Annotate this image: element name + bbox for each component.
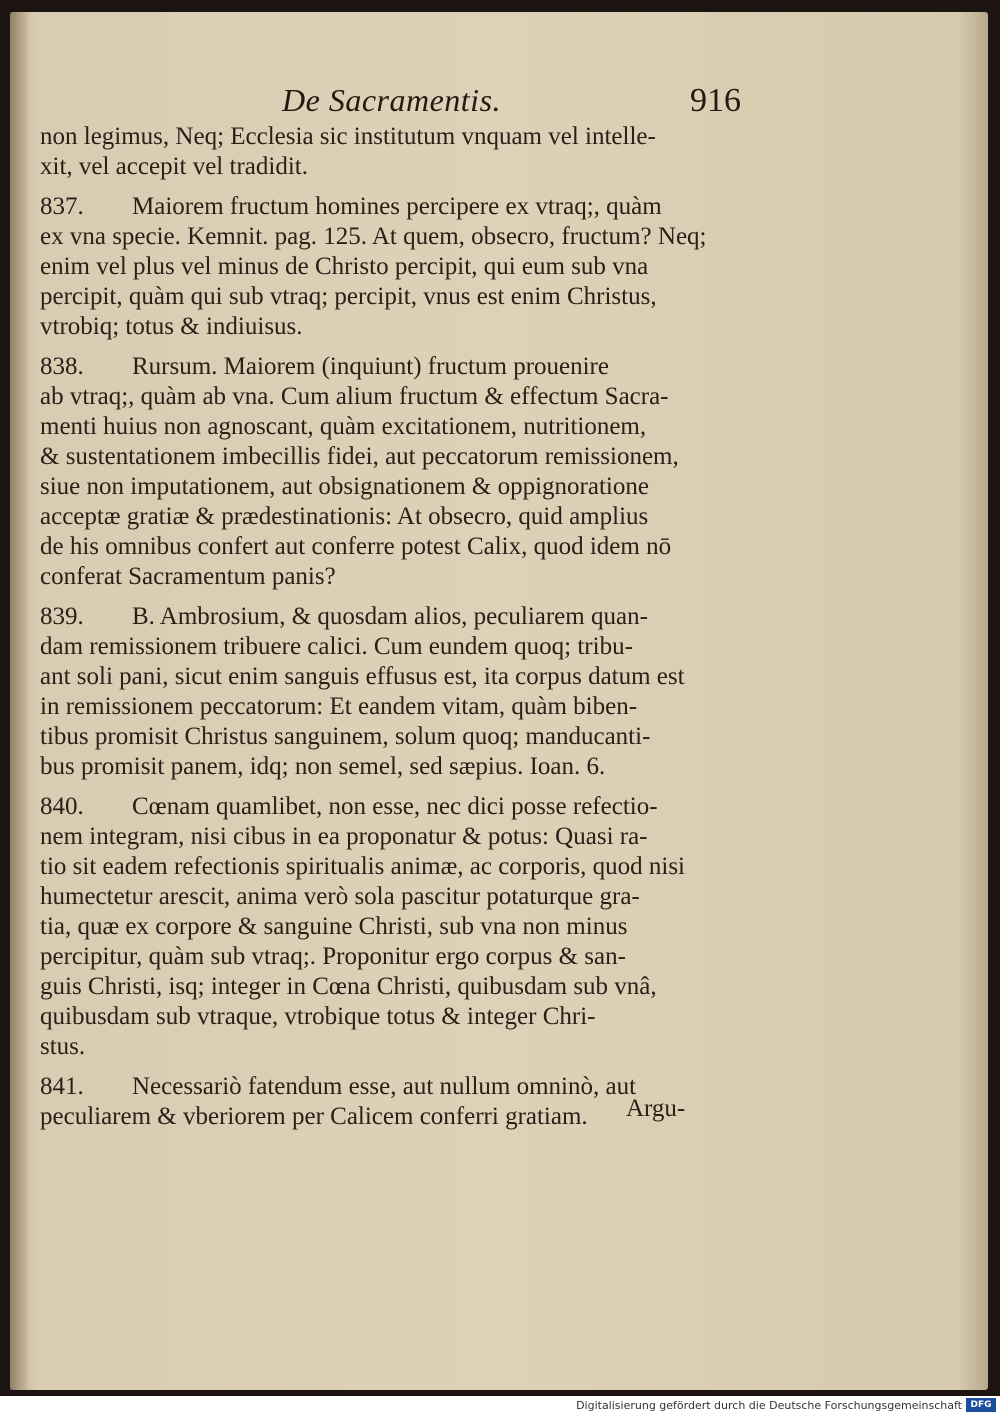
line-text: nem integram, nisi cibus in ea proponatur & potus: Quasi ra-: [40, 823, 648, 850]
page-number: 916: [690, 82, 741, 119]
text-line: [40, 632, 740, 662]
line-text: tibus promisit Christus sanguinem, solum quoq; manducanti-: [40, 723, 651, 750]
paragraph: [40, 602, 740, 782]
line-text: de his omnibus confert aut conferre potest Calix, quod idem nō: [40, 533, 672, 560]
text-line: [40, 442, 740, 472]
line-text: vtrobiq; totus & indiuisus.: [40, 313, 303, 340]
text-line: [40, 1032, 740, 1062]
text-line: [40, 122, 740, 152]
paragraph: [40, 792, 740, 1062]
paragraph: [40, 192, 740, 342]
text-line: [40, 252, 740, 282]
funding-credit: Digitalisierung gefördert durch die Deutsche Forschungsgemeinschaft: [576, 1399, 962, 1412]
text-line: [40, 822, 740, 852]
text-line: [40, 692, 740, 722]
text-line: [40, 662, 740, 692]
text-line: [40, 972, 740, 1002]
line-text: Maiorem fructum homines percipere ex vtraq;, quàm: [132, 193, 662, 220]
line-text: conferat Sacramentum panis?: [40, 563, 336, 590]
footer-bar: [0, 1396, 1000, 1418]
paragraph: [40, 352, 740, 592]
line-text: xit, vel accepit vel tradidit.: [40, 153, 308, 180]
paragraph-number: 841.: [40, 1073, 84, 1100]
line-text: Cœnam quamlibet, non esse, nec dici posse refectio-: [132, 793, 658, 820]
text-line: [40, 382, 740, 412]
line-text: ant soli pani, sicut enim sanguis effusus est, ita corpus datum est: [40, 663, 685, 690]
line-text: in remissionem peccatorum: Et eandem vitam, quàm biben-: [40, 693, 638, 720]
paragraph-number: 839.: [40, 603, 84, 630]
text-line: [40, 1002, 740, 1032]
line-text: tio sit eadem refectionis spiritualis animæ, ac corporis, quod nisi: [40, 853, 686, 880]
line-text: tia, quæ ex corpore & sanguine Christi, sub vna non minus: [40, 913, 628, 940]
text-line: [40, 792, 740, 822]
text-line: [40, 192, 740, 222]
line-text: & sustentationem imbecillis fidei, aut peccatorum remissionem,: [40, 443, 679, 470]
text-line: [40, 602, 740, 632]
paragraph: [40, 122, 740, 182]
line-text: siue non imputationem, aut obsignationem & oppignoratione: [40, 473, 649, 500]
text-line: [40, 942, 740, 972]
text-line: [40, 222, 740, 252]
text-line: [40, 412, 740, 442]
line-text: percipitur, quàm sub vtraq;. Proponitur ergo corpus & san-: [40, 943, 626, 970]
text-line: [40, 852, 740, 882]
line-text: Necessariò fatendum esse, aut nullum omninò, aut: [132, 1073, 637, 1100]
line-text: acceptæ gratiæ & prædestinationis: At obsecro, quid amplius: [40, 503, 649, 530]
line-text: percipit, quàm qui sub vtraq; percipit, vnus est enim Christus,: [40, 283, 657, 310]
text-line: [40, 912, 740, 942]
paragraph-number: 838.: [40, 353, 84, 380]
line-text: dam remissionem tribuere calici. Cum eundem quoq; tribu-: [40, 633, 633, 660]
text-line: [40, 282, 740, 312]
text-line: [40, 502, 740, 532]
text-line: [40, 312, 740, 342]
book-page: [10, 12, 988, 1390]
text-body: [40, 122, 740, 1142]
text-line: [40, 532, 740, 562]
line-text: stus.: [40, 1033, 86, 1060]
line-text: Rursum. Maiorem (inquiunt) fructum prouenire: [132, 353, 609, 380]
page-gutter-shadow: [10, 12, 28, 1390]
line-text: menti huius non agnoscant, quàm excitationem, nutritionem,: [40, 413, 647, 440]
line-text: B. Ambrosium, & quosdam alios, peculiarem quan-: [132, 603, 648, 630]
line-text: enim vel plus vel minus de Christo percipit, qui eum sub vna: [40, 253, 649, 280]
paragraph-number: 840.: [40, 793, 84, 820]
line-text: non legimus, Neq; Ecclesia sic institutum vnquam vel intelle-: [40, 123, 656, 150]
text-line: [40, 352, 740, 382]
running-head: De Sacramentis.: [282, 82, 502, 118]
line-text: ex vna specie. Kemnit. pag. 125. At quem, obsecro, fructum? Neq;: [40, 223, 707, 250]
catchword: Argu-: [626, 1095, 686, 1122]
text-line: [40, 472, 740, 502]
paragraph-number: 837.: [40, 193, 84, 220]
text-line: [40, 722, 740, 752]
line-text: quibusdam sub vtraque, vtrobique totus & integer Chri-: [40, 1003, 596, 1030]
text-line: [40, 562, 740, 592]
text-line: [40, 752, 740, 782]
line-text: ab vtraq;, quàm ab vna. Cum alium fructum & effectum Sacra-: [40, 383, 669, 410]
line-text: humectetur arescit, anima verò sola pascitur potaturque gra-: [40, 883, 640, 910]
line-text: peculiarem & vberiorem per Calicem conferri gratiam.: [40, 1103, 588, 1130]
text-line: [40, 152, 740, 182]
text-line: [40, 882, 740, 912]
line-text: bus promisit panem, idq; non semel, sed sæpius. Ioan. 6.: [40, 753, 606, 780]
line-text: guis Christi, isq; integer in Cœna Christi, quibusdam sub vnâ,: [40, 973, 657, 1000]
dfg-logo-icon: DFG: [966, 1398, 996, 1412]
